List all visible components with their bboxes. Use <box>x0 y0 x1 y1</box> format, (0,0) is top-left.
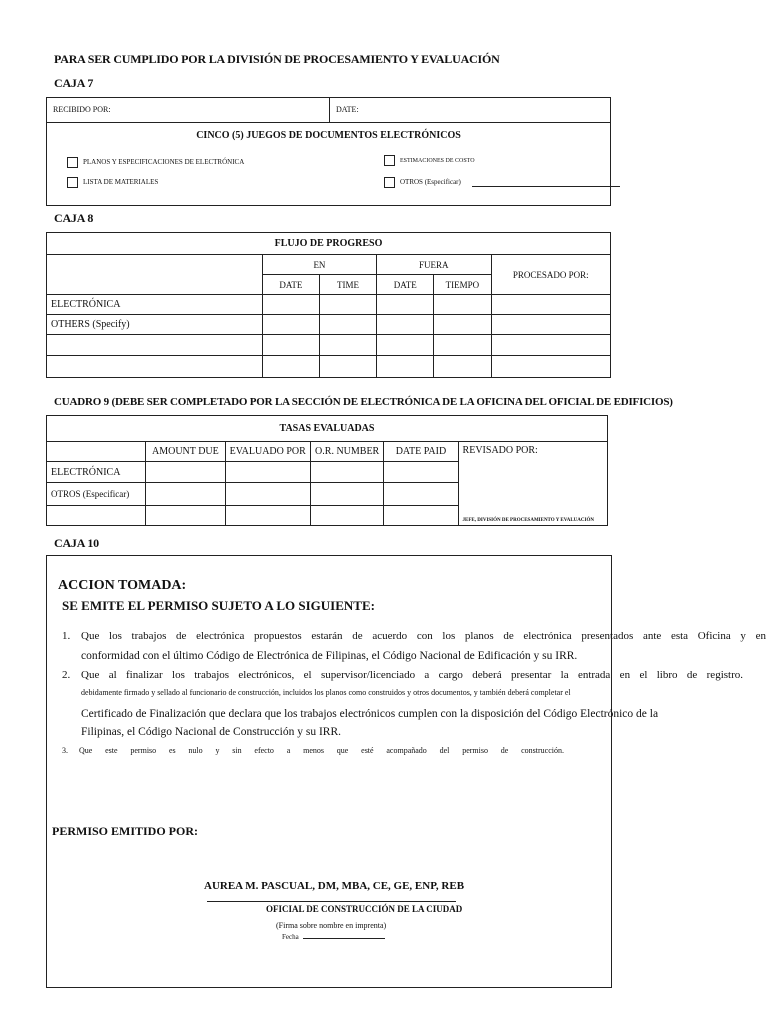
col-date: DATE <box>262 275 319 295</box>
table-cell[interactable] <box>47 335 263 356</box>
cuadro9-label: CUADRO 9 (DEBE SER COMPLETADO POR LA SECCIÓN DE ELECTRÓNICA DE LA OFICINA DEL OFICIAL DE EDIFICIOS) <box>54 396 673 408</box>
action-subtitle: SE EMITE EL PERMISO SUJETO A LO SIGUIENTE: <box>62 598 375 613</box>
reviewed-label: REVISADO POR: <box>462 445 538 456</box>
in-label: EN <box>262 255 376 275</box>
date-label: DATE: <box>336 105 359 114</box>
table-cell <box>47 255 263 295</box>
date-field[interactable] <box>282 933 385 941</box>
caja7-box <box>46 97 611 206</box>
table-cell[interactable] <box>384 462 458 483</box>
official-name: AUREA M. PASCUAL, DM, MBA, CE, GE, ENP, REB <box>204 880 465 892</box>
table-cell[interactable] <box>491 335 611 356</box>
progress-table <box>46 232 611 378</box>
col-date-paid: DATE PAID <box>384 442 458 462</box>
reviewed-by-cell[interactable] <box>458 442 607 526</box>
table-cell[interactable] <box>319 356 376 378</box>
table-cell[interactable] <box>225 462 310 483</box>
table-cell[interactable] <box>225 506 310 526</box>
table-cell[interactable] <box>310 483 383 506</box>
table-cell[interactable] <box>319 335 376 356</box>
table-cell[interactable] <box>384 506 458 526</box>
col-or-number: O.R. NUMBER <box>310 442 383 462</box>
table-cell[interactable] <box>47 356 263 378</box>
col-tiempo: TIEMPO <box>434 275 491 295</box>
checkbox-icon[interactable] <box>384 155 395 166</box>
table-cell[interactable] <box>434 295 491 315</box>
item2-line2: debidamente firmado y sellado al funcionario de construcción, incluidos los planos como construidos y otros documentos, y también deberá completar el <box>81 688 571 697</box>
table-cell[interactable] <box>377 315 434 335</box>
table-cell[interactable] <box>262 335 319 356</box>
out-label: FUERA <box>377 255 491 275</box>
table-cell[interactable] <box>434 356 491 378</box>
table-cell[interactable] <box>491 356 611 378</box>
table-cell[interactable] <box>491 295 611 315</box>
item1-line2: conformidad con el último Código de Electrónica de Filipinas, el Código Nacional de Edificación y su IRR. <box>81 650 578 662</box>
checkbox-item[interactable] <box>384 177 461 188</box>
row-label: OTHERS (Specify) <box>47 315 263 335</box>
table-cell[interactable] <box>319 315 376 335</box>
col-date2: DATE <box>377 275 434 295</box>
checkbox-icon[interactable] <box>67 157 78 168</box>
progress-title: FLUJO DE PROGRESO <box>47 233 611 255</box>
col-amount-due: AMOUNT DUE <box>146 442 225 462</box>
caja10-label: CAJA 10 <box>54 536 99 550</box>
action-title: ACCION TOMADA: <box>58 578 187 593</box>
row-label: ELECTRÓNICA <box>47 295 263 315</box>
processed-label: PROCESADO POR: <box>491 255 611 295</box>
item2-line4: Filipinas, el Código Nacional de Construcción y su IRR. <box>81 726 342 738</box>
checkbox-label: PLANOS Y ESPECIFICACIONES DE ELECTRÓNICA <box>83 158 245 167</box>
checkbox-label: LISTA DE MATERIALES <box>83 178 159 187</box>
col-time: TIME <box>319 275 376 295</box>
checkbox-icon[interactable] <box>384 177 395 188</box>
item-number: 1. <box>62 630 71 642</box>
fees-title: TASAS EVALUADAS <box>47 416 608 442</box>
table-cell[interactable] <box>310 506 383 526</box>
checkbox-icon[interactable] <box>67 177 78 188</box>
table-cell[interactable] <box>377 335 434 356</box>
table-cell[interactable] <box>262 356 319 378</box>
item1-line1: Que los trabajos de electrónica propuestos estarán de acuerdo con los planos de electrónica presentados ante esta Oficina y en <box>81 630 766 642</box>
date-line[interactable] <box>303 938 385 939</box>
table-cell[interactable] <box>377 356 434 378</box>
issued-by-label: PERMISO EMITIDO POR: <box>52 824 199 838</box>
table-cell[interactable] <box>146 483 225 506</box>
documents-title: CINCO (5) JUEGOS DE DOCUMENTOS ELECTRÓNICOS <box>196 130 461 141</box>
table-cell[interactable] <box>491 315 611 335</box>
table-cell[interactable] <box>262 315 319 335</box>
table-cell[interactable] <box>319 295 376 315</box>
table-cell <box>47 442 146 462</box>
table-cell[interactable] <box>377 295 434 315</box>
table-cell[interactable] <box>47 506 146 526</box>
checkbox-label: ESTIMACIONES DE COSTO <box>400 157 475 164</box>
table-row <box>47 295 611 315</box>
row-label: OTROS (Especificar) <box>47 483 146 506</box>
section-title: PARA SER CUMPLIDO POR LA DIVISIÓN DE PROCESAMIENTO Y EVALUACIÓN <box>54 52 500 66</box>
chief-label: JEFE, DIVISIÓN DE PROCESAMIENTO Y EVALUACIÓN <box>462 518 594 523</box>
specify-line[interactable] <box>472 186 620 187</box>
sign-note: (Firma sobre nombre en imprenta) <box>276 921 387 930</box>
row-label: ELECTRÓNICA <box>47 462 146 483</box>
signature-line <box>207 901 456 902</box>
col-evaluated-by: EVALUADO POR <box>225 442 310 462</box>
received-label: RECIBIDO POR: <box>53 105 111 114</box>
checkbox-item[interactable] <box>67 177 158 188</box>
official-title: OFICIAL DE CONSTRUCCIÓN DE LA CIUDAD <box>266 904 463 914</box>
checkbox-label: OTROS (Especificar) <box>400 178 461 187</box>
table-cell[interactable] <box>310 462 383 483</box>
table-cell[interactable] <box>146 506 225 526</box>
table-cell[interactable] <box>262 295 319 315</box>
divider <box>329 98 330 122</box>
item2-line1: Que al finalizar los trabajos electrónicos, el supervisor/licenciado a cargo deberá presentar la entrada en el libro de registro. <box>81 669 743 681</box>
checkbox-item[interactable] <box>67 157 244 168</box>
table-row <box>47 356 611 378</box>
table-cell[interactable] <box>384 483 458 506</box>
item3: Que este permiso es nulo y sin efecto a menos que esté acompañado del permiso de construcción. <box>79 746 564 755</box>
item-number: 3. <box>62 746 68 755</box>
caja7-label: CAJA 7 <box>54 76 94 90</box>
fees-table <box>46 415 608 526</box>
table-cell[interactable] <box>434 335 491 356</box>
table-cell[interactable] <box>146 462 225 483</box>
table-row <box>47 315 611 335</box>
table-cell[interactable] <box>434 315 491 335</box>
table-cell[interactable] <box>225 483 310 506</box>
item-number: 2. <box>62 669 71 681</box>
item2-line3: Certificado de Finalización que declara que los trabajos electrónicos cumplen con la disposición del Código Electrónico de la <box>81 708 659 720</box>
table-row <box>47 335 611 356</box>
checkbox-item[interactable] <box>384 155 475 166</box>
caja8-label: CAJA 8 <box>54 211 94 225</box>
date-label: Fecha <box>282 933 299 941</box>
